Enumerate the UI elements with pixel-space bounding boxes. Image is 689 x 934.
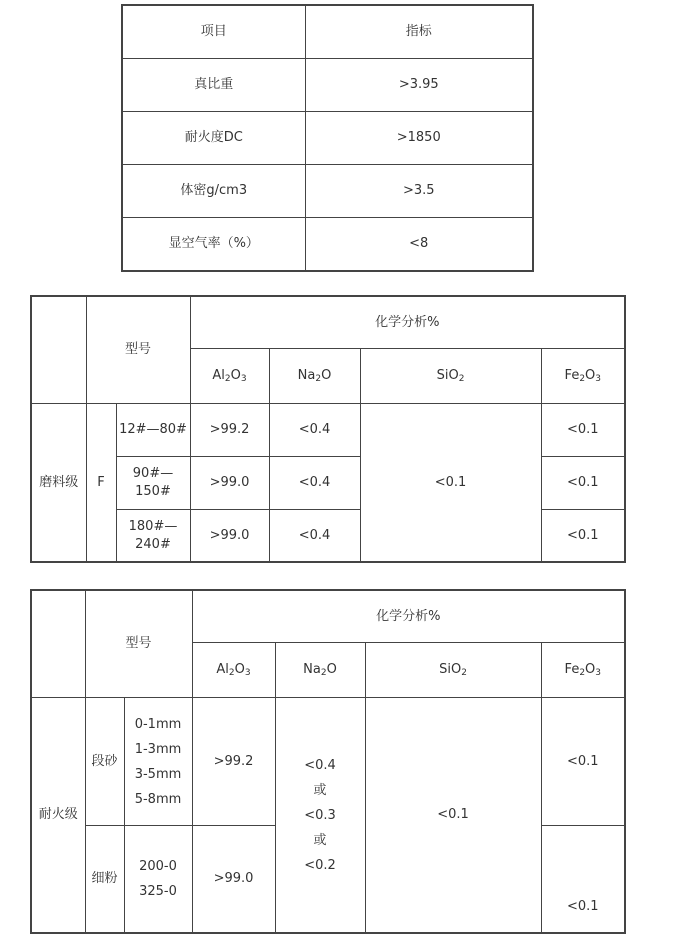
table-header-row <box>31 590 625 643</box>
al2o3-value: >99.0 <box>192 826 275 934</box>
al2o3-value: >99.2 <box>192 698 275 826</box>
sio2-value: <0.1 <box>360 404 541 563</box>
fe2o3-value: <0.1 <box>541 404 625 457</box>
corner-cell <box>31 590 85 698</box>
header-item: 项目 <box>122 5 305 59</box>
size-list <box>124 826 192 934</box>
na2o-line: <0.2 <box>304 857 336 873</box>
grade-code: F <box>86 404 116 563</box>
al2o3-header: $Al_2O_3$ <box>190 349 269 404</box>
size-item: 3-5mm <box>134 766 182 782</box>
na2o-value: <0.4 <box>269 457 360 510</box>
chemical-analysis-header: 化学分析% <box>190 296 625 349</box>
na2o-line: <0.4 <box>304 757 336 773</box>
grit-size: 180#—240# <box>116 510 190 563</box>
group-name: 细粉 <box>85 826 124 934</box>
table-row <box>122 165 533 218</box>
properties-table <box>121 4 534 272</box>
size-item: 325-0 <box>139 884 177 899</box>
na2o-line: 或 <box>313 782 327 798</box>
group-name: 段砂 <box>85 698 124 826</box>
model-header: 型号 <box>85 590 192 698</box>
corner-cell <box>31 296 86 404</box>
na2o-header: $Na_2O$ <box>275 643 365 698</box>
property-value: <8 <box>305 218 533 272</box>
property-name: 耐火度DC <box>122 112 305 165</box>
property-value: >3.95 <box>305 59 533 112</box>
size-item: 0-1mm <box>134 716 182 732</box>
al2o3-header: $Al_2O_3$ <box>192 643 275 698</box>
al2o3-value: >99.2 <box>190 404 269 457</box>
fe2o3-header: $Fe_2O_3$ <box>541 643 625 698</box>
na2o-value <box>275 698 365 934</box>
fe2o3-value: <0.1 <box>541 457 625 510</box>
size-item: 200-0 <box>139 859 177 874</box>
property-name: 真比重 <box>122 59 305 112</box>
refractory-grade-table <box>30 589 626 934</box>
grit-size: 12#—80# <box>116 404 190 457</box>
abrasive-grade-table <box>30 295 626 563</box>
sio2-header: SiO$_2$ <box>360 349 541 404</box>
grade-label: 磨料级 <box>31 404 86 563</box>
al2o3-value: >99.0 <box>190 457 269 510</box>
size-list <box>124 698 192 826</box>
property-name: 体密g/cm3 <box>122 165 305 218</box>
table-row <box>122 112 533 165</box>
na2o-value: <0.4 <box>269 510 360 563</box>
property-value: >1850 <box>305 112 533 165</box>
fe2o3-header: $Fe_2O_3$ <box>541 349 625 404</box>
table-header-row <box>31 296 625 349</box>
sio2-header: SiO$_2$ <box>365 643 541 698</box>
grit-size: 90#—150# <box>116 457 190 510</box>
na2o-line: 或 <box>313 832 327 848</box>
table-row <box>122 218 533 272</box>
fe2o3-value: <0.1 <box>541 698 625 826</box>
al2o3-value: >99.0 <box>190 510 269 563</box>
chemical-analysis-header: 化学分析% <box>192 590 625 643</box>
property-name: 显空气率（%） <box>122 218 305 272</box>
table-row <box>31 404 625 457</box>
fe2o3-value: <0.1 <box>541 826 625 934</box>
fe2o3-value: <0.1 <box>541 510 625 563</box>
property-value: >3.5 <box>305 165 533 218</box>
table-row <box>122 59 533 112</box>
grade-label: 耐火级 <box>31 698 85 934</box>
na2o-header: $Na_2O$ <box>269 349 360 404</box>
na2o-value: <0.4 <box>269 404 360 457</box>
na2o-line: <0.3 <box>304 807 336 823</box>
size-item: 1-3mm <box>134 741 182 757</box>
sio2-value: <0.1 <box>365 698 541 934</box>
header-index: 指标 <box>305 5 533 59</box>
model-header: 型号 <box>86 296 190 404</box>
size-item: 5-8mm <box>134 791 182 807</box>
table-header-row <box>122 5 533 59</box>
table-row <box>31 698 625 826</box>
